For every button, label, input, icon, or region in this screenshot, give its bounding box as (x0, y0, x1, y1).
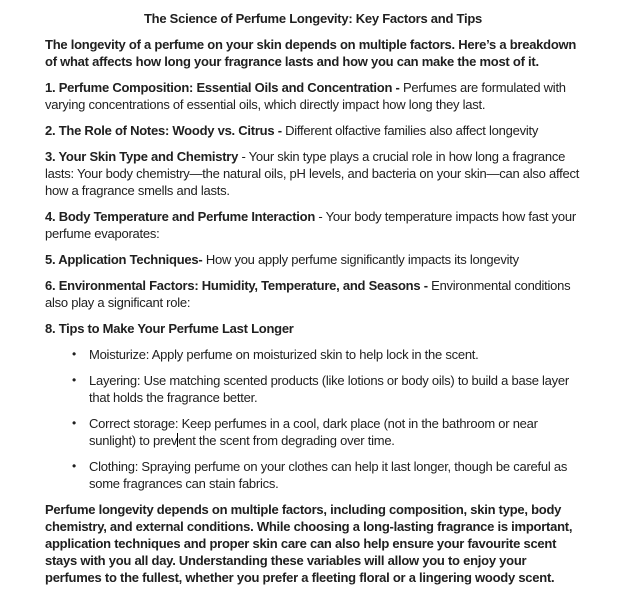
section-5-application[interactable] (45, 251, 581, 268)
conclusion-paragraph[interactable] (45, 501, 581, 586)
tips-list (45, 346, 581, 492)
section-6-body: Environmental conditions also play a significant role: (45, 278, 571, 310)
tip-item-layering[interactable] (45, 372, 581, 406)
tip-text-moisturize: Moisturize: Apply perfume on moisturized skin to help lock in the scent. (89, 347, 479, 362)
intro-text: The longevity of a perfume on your skin depends on multiple factors. Here’s a breakdown of what affects how long your fragrance lasts and how you can make the most of it. (45, 37, 577, 69)
tip-text-clothing: Clothing: Spraying perfume on your clothes can help it last longer, though be careful as some fragrances can stain fabrics. (89, 459, 568, 491)
section-4-body-temperature[interactable] (45, 208, 581, 242)
section-3-body: - Your skin type plays a crucial role in how long a fragrance lasts: Your body chemistry—the natural oils, pH levels, and bacteria on your skin—can also affect how a fragrance smells and lasts. (45, 149, 580, 198)
tip-item-clothing[interactable] (45, 458, 581, 492)
section-5-heading: 5. Application Techniques- (45, 252, 203, 267)
section-2-heading: 2. The Role of Notes: Woody vs. Citrus - (45, 123, 282, 138)
tip-item-storage[interactable] (45, 415, 581, 449)
bullet-icon: • (72, 347, 76, 361)
section-1-heading: 1. Perfume Composition: Essential Oils and Concentration - (45, 80, 400, 95)
tip-text-storage-before-caret: Correct storage: Keep perfumes in a cool, dark place (not in the bathroom or near sunlight) to prev (89, 416, 538, 448)
section-5-body: How you apply perfume significantly impacts its longevity (202, 252, 519, 267)
section-2-notes[interactable] (45, 122, 581, 139)
tip-item-moisturize[interactable] (45, 346, 581, 363)
section-2-body: Different olfactive families also affect longevity (281, 123, 539, 138)
bullet-icon: • (72, 416, 76, 430)
document-title[interactable]: The Science of Perfume Longevity: Key Factors and Tips (143, 11, 483, 26)
conclusion-text: Perfume longevity depends on multiple factors, including composition, skin type, body chemistry, and external conditions. While choosing a long-lasting fragrance is important, application techniques and proper skin care can also help ensure your favourite scent stays with you all day. Understanding these variables will allow you to enjoy your perfumes to the fullest, whether you prefer a fleeting floral or a lingering woody scent. (45, 502, 573, 585)
intro-paragraph[interactable] (45, 36, 581, 70)
bullet-icon: • (72, 373, 76, 387)
section-4-body: - Your body temperature impacts how fast your perfume evaporates: (45, 209, 576, 241)
tips-heading[interactable]: 8. Tips to Make Your Perfume Last Longer (45, 321, 294, 336)
tip-text-layering: Layering: Use matching scented products (like lotions or body oils) to build a base layer that holds the fragrance better. (89, 373, 569, 405)
section-1-composition[interactable] (45, 79, 581, 113)
section-1-body: Perfumes are formulated with varying concentrations of essential oils, which directly impact how long they last. (45, 80, 566, 112)
bullet-icon: • (72, 459, 76, 473)
section-4-heading: 4. Body Temperature and Perfume Interaction (45, 209, 316, 224)
tip-text-storage (89, 415, 581, 449)
tip-text-storage-after-caret: ent the scent from degrading over time. (178, 433, 395, 448)
section-3-heading: 3. Your Skin Type and Chemistry (45, 149, 239, 164)
section-3-skin-type[interactable] (45, 148, 581, 199)
section-6-environment[interactable] (45, 277, 581, 311)
section-6-heading: 6. Environmental Factors: Humidity, Temperature, and Seasons - (45, 278, 428, 293)
